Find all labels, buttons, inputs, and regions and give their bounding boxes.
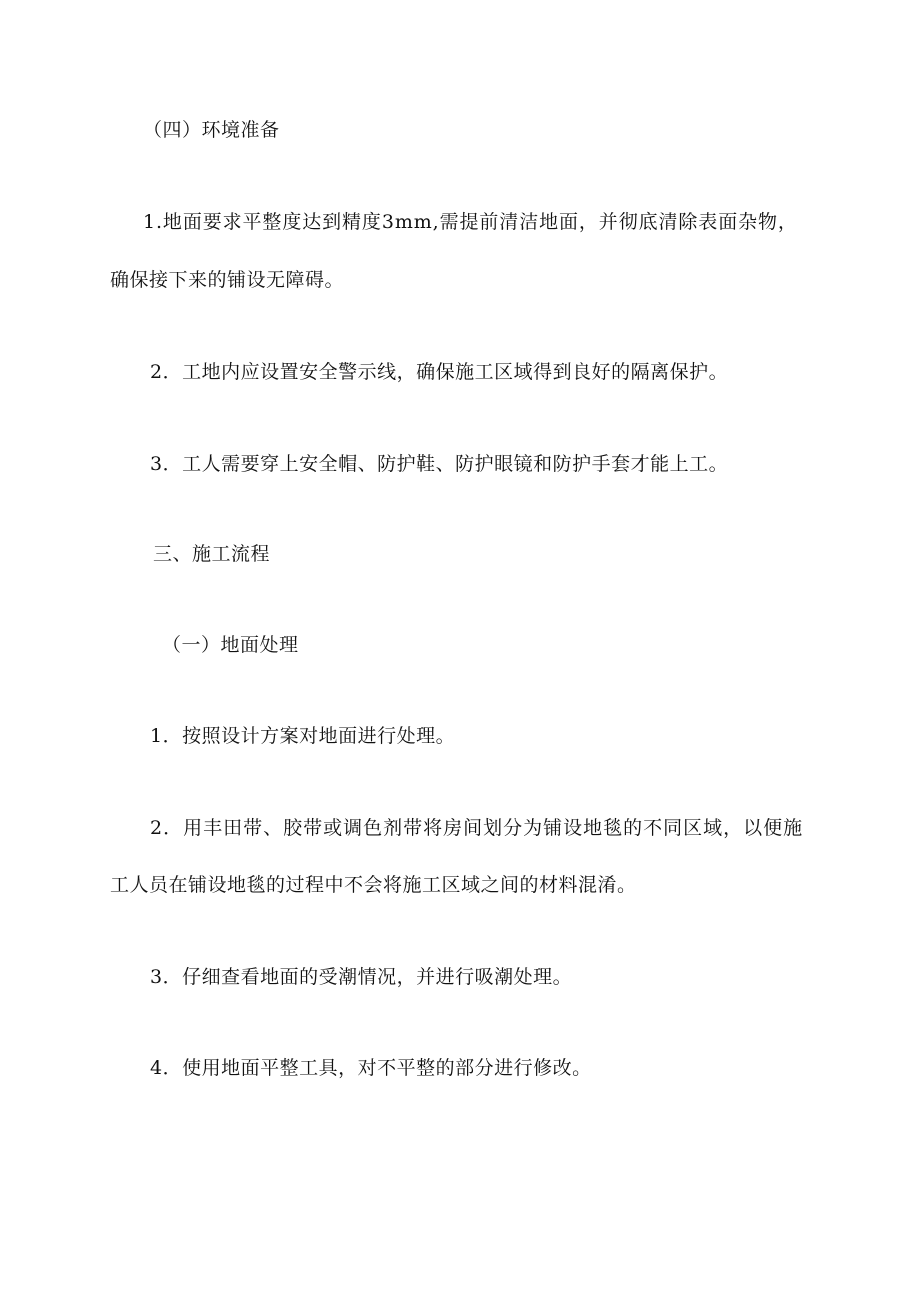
process-item-2-line-2: 工人员在铺设地毯的过程中不会将施工区域之间的材料混淆。 bbox=[110, 874, 637, 896]
chapter-heading-construction-process: 三、施工流程 bbox=[153, 543, 271, 565]
env-item-2: 2．工地内应设置安全警示线，确保施工区域得到良好的隔离保护。 bbox=[150, 361, 729, 383]
env-item-1-line-1: 1.地面要求平整度达到精度3mm,需提前清洁地面，并彻底清除表面杂物， bbox=[143, 211, 798, 233]
env-item-1-line-2: 确保接下来的铺设无障碍。 bbox=[110, 269, 345, 291]
process-item-4: 4．使用地面平整工具，对不平整的部分进行修改。 bbox=[150, 1057, 592, 1079]
process-item-2-line-1: 2．用丰田带、胶带或调色剂带将房间划分为铺设地毯的不同区域，以便施 bbox=[150, 817, 804, 839]
process-item-3: 3．仔细查看地面的受潮情况，并进行吸潮处理。 bbox=[150, 966, 573, 988]
section-heading-environment: （四）环境准备 bbox=[143, 119, 280, 141]
process-item-1: 1．按照设计方案对地面进行处理。 bbox=[150, 725, 456, 747]
subsection-heading-floor-treatment: （一）地面处理 bbox=[162, 634, 299, 656]
env-item-3: 3．工人需要穿上安全帽、防护鞋、防护眼镜和防护手套才能上工。 bbox=[150, 453, 729, 475]
